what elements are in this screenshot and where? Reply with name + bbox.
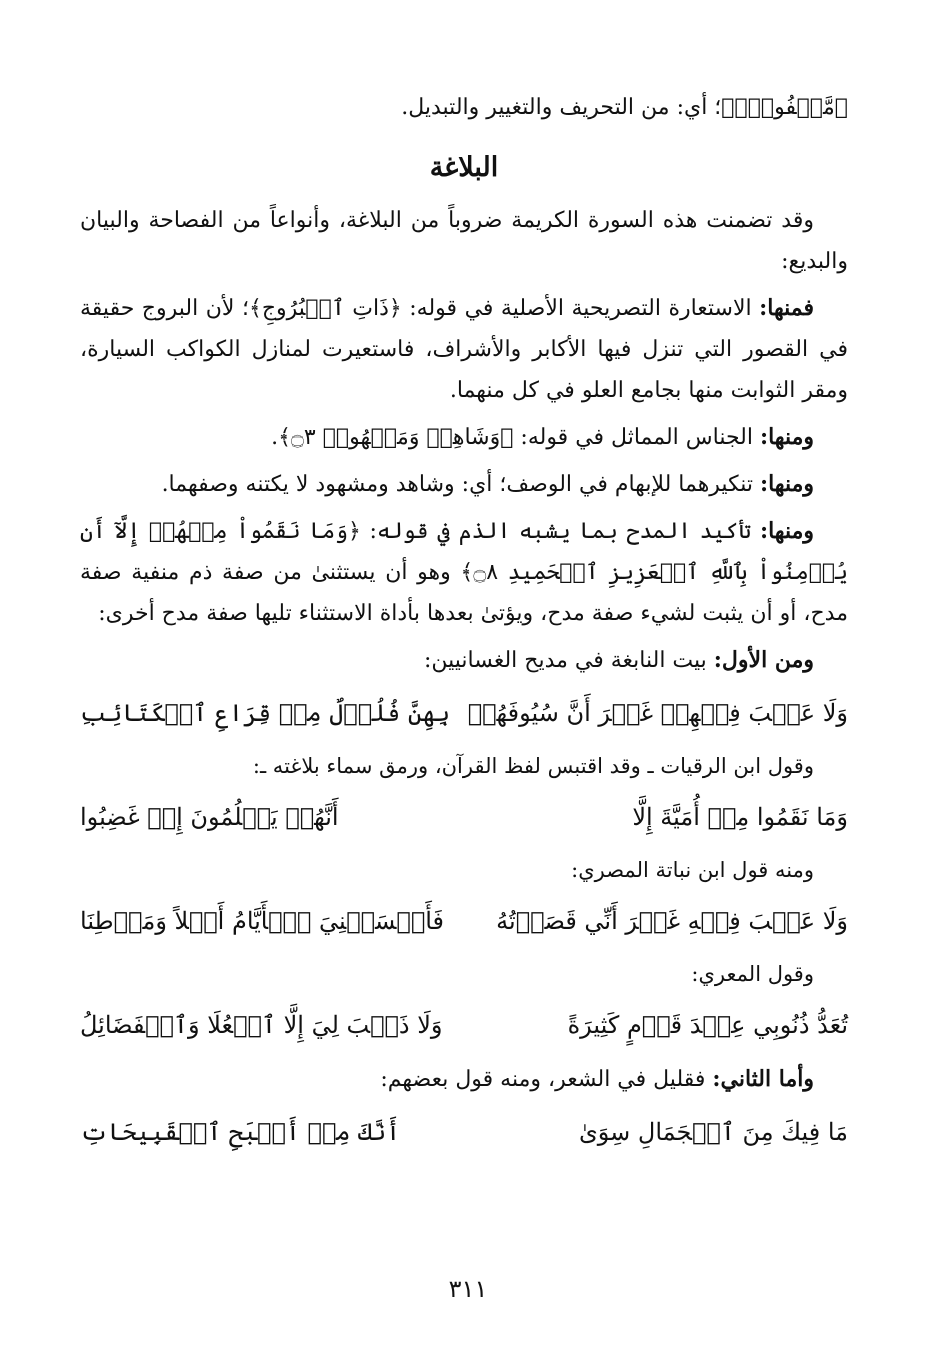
verse-first-hemistich: مَا فِيكَ مِنَ ٱلۡجَمَالِ سِوَىٰ [578,1118,848,1146]
verse-first-hemistich: وَلَا عَيۡبَ فِيۡهِمۡ غَيۡرَ أَنَّ سُيُوفَهُمۡ [467,699,848,727]
verse-second-hemistich: أَنَّهُمۡ يَحۡلُمُونَ إِنۡ غَضِبُوا [80,803,339,831]
intro-paragraph: وقد تضمنت هذه السورة الكريمة ضروباً من البلاغة، وأنواعاً من الفصاحة والبيان والبديع: [80,208,848,274]
poet-intro: وقول المعري: [691,962,814,986]
paragraph-lead: ومنها: [759,518,814,544]
paragraph-text: الجناس المماثل في قوله: ﴿وَشَاهِدٖ وَمَشۡهُودٖ ۝٣﴾. [271,425,760,450]
paragraph-lead: ومنها: [759,471,814,497]
paragraph-indefinite [80,464,848,505]
paragraph-second-type [80,1059,848,1100]
poet-intro: ومنه قول ابن نباتة المصري: [571,858,814,882]
poem-verse [80,1003,848,1047]
paragraph-text: فقليل في الشعر، ومنه قول بعضهم: [380,1067,713,1092]
paragraph-text: تأكيد المدح بما يشبه الذم في قوله: ﴿وَمَا نَقَمُواْ مِنۡهُمۡ إِلَّآ أَن يُؤۡمِنُواْ بِٱللَّهِ ٱلۡعَزِيزِ ٱلۡحَمِيدِ ۝٨﴾ وهو أن يستثنىٰ من صفة ذم منفية صفة مدح، أو أن يثبت لشيء صفة مدح، ويؤتىٰ بعدها بأداة الاستثناء تليها صفة مدح أخرى: [80,519,849,626]
poem-verse [80,1110,848,1154]
paragraph-lead: ومن الأول: [713,647,814,673]
continuation-line: ﴿مَّحۡفُوظِۭ﴾؛ أي: من التحريف والتغيير والتبديل. [401,95,848,120]
paragraph-text: بيت النابغة في مديح الغسانيين: [423,648,714,673]
section-heading: البلاغة [429,152,499,183]
paragraph-first-type [80,640,848,681]
paragraph-lead: فمنها: [759,295,814,321]
verse-second-hemistich: وَلَا ذَنۡبَ لِيَ إِلَّا ٱلۡعُلَا وَٱلۡفَضَائِلُ [80,1011,443,1039]
poem-verse [80,691,848,735]
verse-second-hemistich: فَأَنۡسَتۡنِيَ ٱلۡأَيَّامُ أَهۡلاً وَمَوۡطِنَا [80,907,445,935]
poet-intro: وقول ابن الرقيات ـ وقد اقتبس لفظ القرآن، ورمق سماء بلاغته ـ: [252,754,814,778]
verse-first-hemistich: تُعَدُّ ذُنُوبِي عِنۡدَ قَوۡمٍ كَثِيرَةً [567,1011,848,1039]
paragraph-text: الاستعارة التصريحية الأصلية في قوله: ﴿ذَاتِ ٱلۡبُرُوجِ﴾؛ لأن البروج حقيقة في القصور التي تنزل فيها الأكابر والأشراف، فاستعيرت لمنازل الكواكب السيارة، ومقر الثوابت منها بجامع العلو في كل منهما. [80,296,848,403]
poem-verse [80,899,848,943]
paragraph-text: تنكيرهما للإبهام في الوصف؛ أي: وشاهد ومشهود لا يكتنه وصفهما. [161,472,760,497]
verse-second-hemistich: بِهِنَّ فُلُوۡلٌ مِنۡ قِرَاعِ ٱلۡكَتَائِبِ [80,699,451,727]
paragraph-praise [80,511,848,634]
page-number: ٣١١ [448,1275,488,1303]
verse-first-hemistich: وَلَا عَيۡبَ فِيۡهِ غَيۡرَ أَنِّي قَصَدۡتُهُ [496,907,848,935]
paragraph-jinas [80,417,848,458]
poem-verse [80,795,848,839]
verse-second-hemistich: أَنَّكَ مِنۡ أَقۡبَحِ ٱلۡقَبِيحَاتِ [80,1118,401,1146]
paragraph-metaphor [80,288,848,411]
paragraph-lead: ومنها: [759,424,814,450]
paragraph-lead: وأما الثاني: [712,1066,814,1092]
verse-first-hemistich: وَمَا نَقَمُوا مِنۡ أُمَيَّةَ إِلَّا [632,803,848,831]
